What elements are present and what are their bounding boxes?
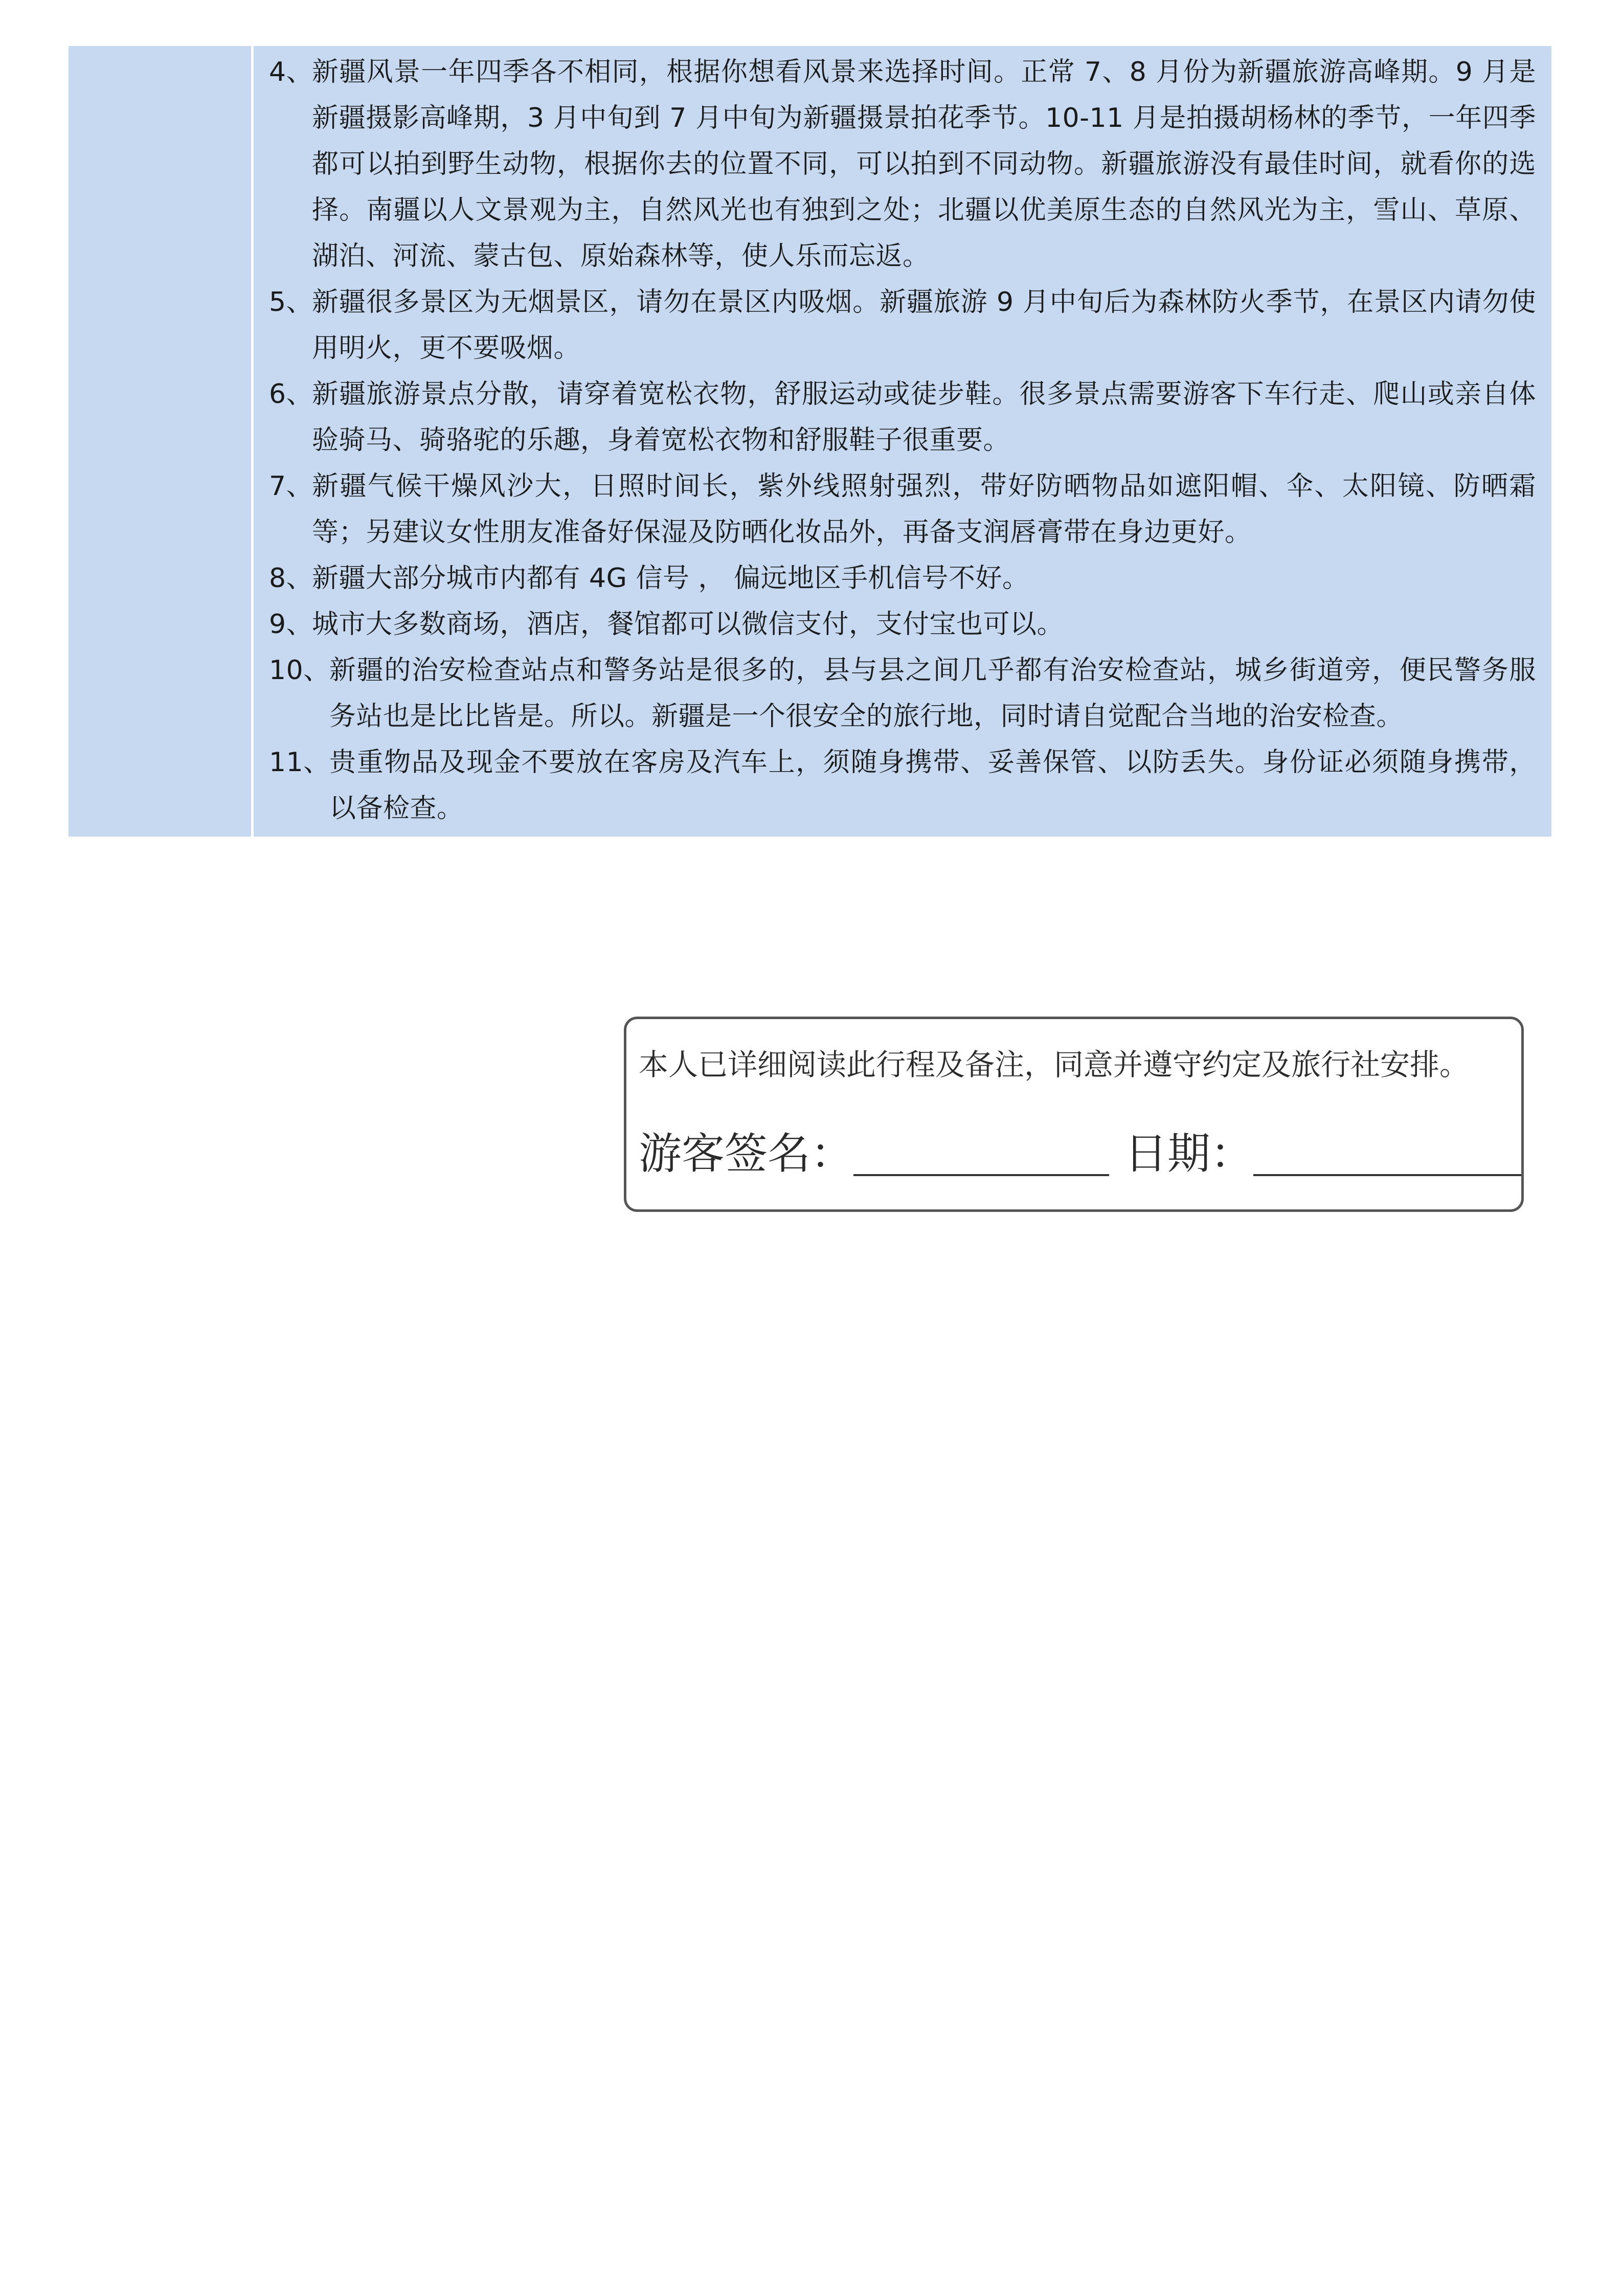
note-text: 新疆旅游景点分散，请穿着宽松衣物，舒服运动或徒步鞋。很多景点需要游客下车行走、爬山或亲自体验骑马、骑骆驼的乐趣，身着宽松衣物和舒服鞋子很重要。 — [312, 379, 1536, 456]
note-item-7 — [269, 463, 1536, 555]
notes-table — [69, 46, 1551, 837]
note-item-10 — [269, 647, 1536, 739]
note-text: 新疆风景一年四季各不相同，根据你想看风景来选择时间。正常 7、8 月份为新疆旅游高峰期。9 月是新疆摄影高峰期，3 月中旬到 7 月中旬为新疆摄景拍花季节。10-11 月是拍摄胡杨林的季节，一年四季都可以拍到野生动物，根据你去的位置不同，可以拍到不同动物。新疆旅游没有最佳时间，就看你的选择。南疆以人文景观为主，自然风光也有独到之处；北疆以优美原生态的自然风光为主，雪山、草原、湖泊、河流、蒙古包、原始森林等，使人乐而忘返。 — [312, 57, 1536, 272]
notes-content-cell — [254, 46, 1551, 837]
note-number: 7、 — [269, 471, 313, 502]
note-item-5 — [269, 279, 1536, 371]
note-item-6 — [269, 371, 1536, 463]
note-text: 城市大多数商场，酒店，餐馆都可以微信支付，支付宝也可以。 — [312, 609, 1064, 640]
note-number: 6、 — [269, 379, 313, 410]
signature-field[interactable] — [853, 1134, 1109, 1176]
note-text: 新疆气候干燥风沙大，日照时间长，紫外线照射强烈，带好防晒物品如遮阳帽、伞、太阳镜、防晒霜等；另建议女性朋友准备好保湿及防晒化妆品外，再备支润唇膏带在身边更好。 — [312, 471, 1536, 548]
note-number: 8、 — [269, 563, 313, 594]
note-item-9 — [269, 601, 1536, 647]
note-item-4 — [269, 49, 1536, 279]
note-number: 5、 — [269, 287, 313, 318]
note-item-8 — [269, 555, 1536, 601]
note-text: 新疆的治安检查站点和警务站是很多的，县与县之间几乎都有治安检查站，城乡街道旁，便民警务服务站也是比比皆是。所以。新疆是一个很安全的旅行地，同时请自觉配合当地的治安检查。 — [329, 655, 1536, 732]
signature-label: 游客签名： — [639, 1129, 854, 1179]
notes-label-cell — [69, 46, 254, 837]
note-text: 新疆大部分城市内都有 4G 信号 ， 偏远地区手机信号不好。 — [312, 563, 1029, 594]
note-number: 4、 — [269, 57, 313, 87]
agreement-statement: 本人已详细阅读此行程及备注，同意并遵守约定及旅行社安排。 — [639, 1047, 1470, 1082]
note-number: 9、 — [269, 609, 313, 640]
notes-list — [269, 49, 1536, 831]
signature-row — [639, 1119, 1524, 1181]
note-number: 10、 — [269, 655, 330, 686]
note-text: 贵重物品及现金不要放在客房及汽车上，须随身携带、妥善保管、以防丢失。身份证必须随身携带，以备检查。 — [329, 747, 1536, 824]
date-field[interactable] — [1253, 1134, 1524, 1176]
note-number: 11、 — [269, 747, 330, 778]
date-label: 日期： — [1124, 1129, 1254, 1179]
signature-box — [624, 1017, 1524, 1212]
note-text: 新疆很多景区为无烟景区，请勿在景区内吸烟。新疆旅游 9 月中旬后为森林防火季节，在景区内请勿使用明火，更不要吸烟。 — [312, 287, 1536, 364]
note-item-11 — [269, 739, 1536, 831]
